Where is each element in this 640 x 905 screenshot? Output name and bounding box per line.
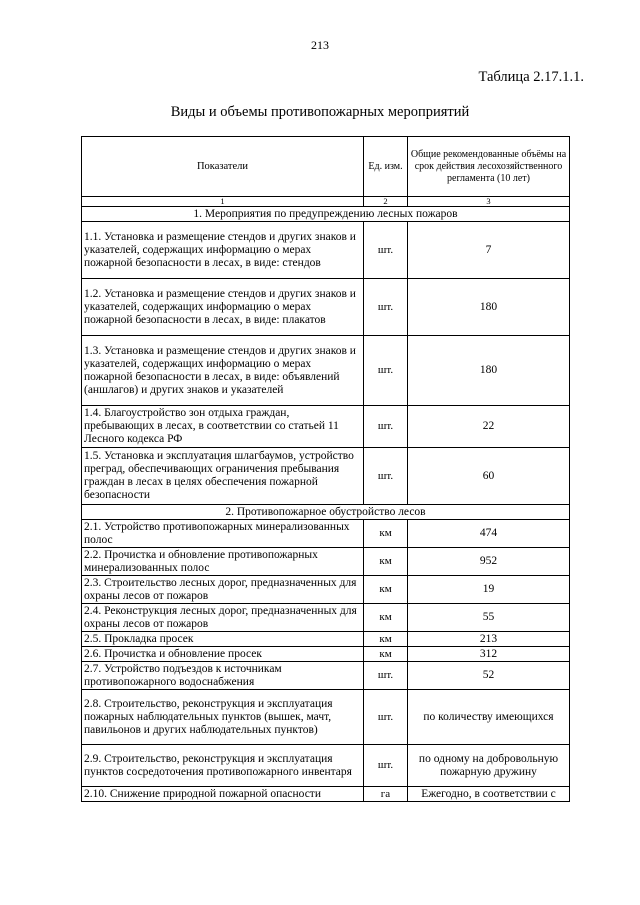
row-name: 2.1. Устройство противопожарных минерализованных полос xyxy=(82,520,364,548)
row-unit: шт. xyxy=(364,745,408,787)
row-unit: шт. xyxy=(364,279,408,336)
row-name: 1.3. Установка и размещение стендов и других знаков и указателей, содержащих информацию о мерах пожарной безопасности в лесах, в виде: объявлений (аншлагов) и других знаков и указателей xyxy=(82,336,364,406)
table-row xyxy=(82,632,570,647)
row-value: 213 xyxy=(408,632,570,647)
table-row xyxy=(82,604,570,632)
row-value: 180 xyxy=(408,336,570,406)
row-value: 60 xyxy=(408,448,570,505)
section-title: 1. Мероприятия по предупреждению лесных пожаров xyxy=(82,207,570,222)
row-unit: шт. xyxy=(364,448,408,505)
row-unit: км xyxy=(364,647,408,662)
row-value: 474 xyxy=(408,520,570,548)
column-number: 2 xyxy=(364,197,408,207)
row-unit: шт. xyxy=(364,406,408,448)
table-row xyxy=(82,448,570,505)
row-name: 2.3. Строительство лесных дорог, предназначенных для охраны лесов от пожаров xyxy=(82,576,364,604)
header-indicator: Показатели xyxy=(82,137,364,197)
row-value: 22 xyxy=(408,406,570,448)
table-row xyxy=(82,576,570,604)
row-value: 7 xyxy=(408,222,570,279)
row-name: 1.4. Благоустройство зон отдыха граждан, пребывающих в лесах, в соответствии со статьей 11 Лесного кодекса РФ xyxy=(82,406,364,448)
row-value: 55 xyxy=(408,604,570,632)
table-row xyxy=(82,662,570,690)
row-value: по количеству имеющихся xyxy=(408,690,570,745)
table-row xyxy=(82,548,570,576)
row-unit: км xyxy=(364,520,408,548)
fire-measures-table xyxy=(81,136,570,802)
row-unit: км xyxy=(364,548,408,576)
row-unit: шт. xyxy=(364,222,408,279)
row-name: 2.2. Прочистка и обновление противопожарных минерализованных полос xyxy=(82,548,364,576)
table-row xyxy=(82,406,570,448)
row-name: 2.5. Прокладка просек xyxy=(82,632,364,647)
table-caption: Таблица 2.17.1.1. xyxy=(478,69,584,85)
section-title: 2. Противопожарное обустройство лесов xyxy=(82,505,570,520)
table-row xyxy=(82,690,570,745)
row-unit: км xyxy=(364,632,408,647)
row-unit: км xyxy=(364,576,408,604)
column-number: 1 xyxy=(82,197,364,207)
table-title: Виды и объемы противопожарных мероприятий xyxy=(170,104,470,120)
row-unit: га xyxy=(364,787,408,802)
row-unit: шт. xyxy=(364,662,408,690)
row-unit: км xyxy=(364,604,408,632)
row-name: 2.8. Строительство, реконструкция и эксплуатация пожарных наблюдательных пунктов (вышек, мачт, павильонов и других наблюдательных пунктов) xyxy=(82,690,364,745)
page-number: 213 xyxy=(311,38,329,52)
row-name: 1.2. Установка и размещение стендов и других знаков и указателей, содержащих информацию о мерах пожарной безопасности в лесах, в виде: плакатов xyxy=(82,279,364,336)
header-unit: Ед. изм. xyxy=(364,137,408,197)
table-row xyxy=(82,520,570,548)
row-value: Ежегодно, в соответствии с xyxy=(408,787,570,802)
row-unit: шт. xyxy=(364,336,408,406)
row-value: по одному на добровольную пожарную дружину xyxy=(408,745,570,787)
table-row xyxy=(82,745,570,787)
table-row xyxy=(82,279,570,336)
table-row xyxy=(82,222,570,279)
row-value: 312 xyxy=(408,647,570,662)
row-name: 1.1. Установка и размещение стендов и других знаков и указателей, содержащих информацию о мерах пожарной безопасности в лесах, в виде: стендов xyxy=(82,222,364,279)
column-number: 3 xyxy=(408,197,570,207)
row-name: 2.9. Строительство, реконструкция и эксплуатация пунктов сосредоточения противопожарного инвентаря xyxy=(82,745,364,787)
table-row xyxy=(82,787,570,802)
row-name: 2.7. Устройство подъездов к источникам противопожарного водоснабжения xyxy=(82,662,364,690)
header-volume: Общие рекомендованные объёмы на срок действия лесохозяйственного регламента (10 лет) xyxy=(408,137,570,197)
table-row xyxy=(82,336,570,406)
row-name: 2.6. Прочистка и обновление просек xyxy=(82,647,364,662)
table-row xyxy=(82,647,570,662)
row-value: 952 xyxy=(408,548,570,576)
row-name: 1.5. Установка и эксплуатация шлагбаумов, устройство преград, обеспечивающих ограничения пребывания граждан в лесах в целях обеспечения пожарной безопасности xyxy=(82,448,364,505)
row-value: 52 xyxy=(408,662,570,690)
row-value: 19 xyxy=(408,576,570,604)
row-name: 2.4. Реконструкция лесных дорог, предназначенных для охраны лесов от пожаров xyxy=(82,604,364,632)
row-unit: шт. xyxy=(364,690,408,745)
row-name: 2.10. Снижение природной пожарной опасности xyxy=(82,787,364,802)
row-value: 180 xyxy=(408,279,570,336)
